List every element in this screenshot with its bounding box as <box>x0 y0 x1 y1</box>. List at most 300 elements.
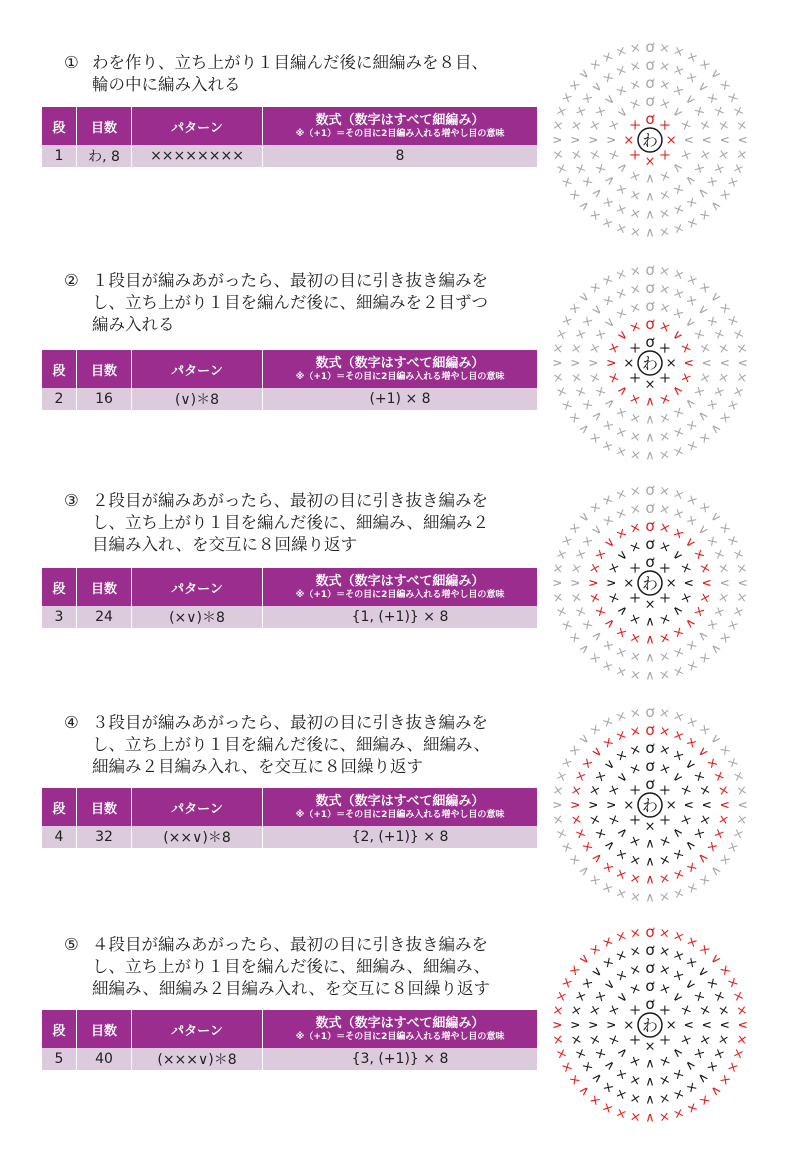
single-crochet-icon: × <box>676 340 695 357</box>
single-crochet-icon: × <box>657 519 672 538</box>
single-crochet-icon: × <box>669 1064 687 1084</box>
single-crochet-icon: × <box>578 312 598 331</box>
single-crochet-icon: × <box>591 382 611 400</box>
single-crochet-icon: × <box>586 147 605 162</box>
single-crochet-icon: × <box>723 616 742 634</box>
single-crochet-icon: × <box>670 884 686 902</box>
single-crochet-icon: × <box>599 415 618 435</box>
increase-stitch-icon: ∨ <box>681 1020 696 1030</box>
header-formula-note: ※（+1）＝その目に2目編み入れる増やし目の意味 <box>295 590 505 600</box>
formula-cell: {2, (+1)} × 8 <box>263 826 538 848</box>
stitch-diagram-5 <box>545 920 755 1130</box>
single-crochet-icon: × <box>613 642 630 661</box>
header-formula-col <box>263 788 538 826</box>
increase-stitch-icon: ∨ <box>575 419 594 438</box>
single-crochet-icon: × <box>613 199 630 218</box>
increase-stitch-icon: ∨ <box>645 854 655 869</box>
single-crochet-icon: × <box>656 538 673 557</box>
single-crochet-icon: × <box>586 118 605 133</box>
single-crochet-icon: × <box>683 491 701 510</box>
single-crochet-icon: × <box>695 1032 714 1047</box>
single-crochet-icon: × <box>715 519 735 538</box>
step-1-marker: ① <box>64 53 79 72</box>
chain-stitch-icon: ơ <box>645 517 655 535</box>
increase-stitch-icon: ∨ <box>681 756 699 774</box>
chain-stitch-icon: ơ <box>645 703 655 721</box>
increase-stitch-icon: ∨ <box>550 135 565 145</box>
increase-stitch-icon: ∨ <box>645 890 655 905</box>
single-crochet-icon: × <box>613 402 631 422</box>
single-crochet-icon: × <box>695 341 714 356</box>
table-row <box>42 145 537 167</box>
single-crochet-icon: × <box>578 754 598 773</box>
single-crochet-icon: × <box>715 299 735 318</box>
pattern-cell: (×××∨)＊8 <box>132 1048 263 1070</box>
single-crochet-icon: × <box>627 95 644 114</box>
single-crochet-icon: × <box>599 878 617 897</box>
single-crochet-icon: × <box>657 299 672 318</box>
single-crochet-icon: × <box>599 635 618 655</box>
increase-stitch-icon: ∨ <box>645 448 655 463</box>
single-crochet-icon: × <box>709 326 728 343</box>
single-crochet-icon: × <box>605 782 624 799</box>
single-crochet-icon: × <box>626 559 645 578</box>
header-formula-label: 数式（数字はすべて細編み） <box>315 113 485 128</box>
single-crochet-icon: × <box>689 103 709 121</box>
single-crochet-icon: × <box>657 666 672 683</box>
single-crochet-icon: × <box>657 961 672 980</box>
single-crochet-icon: × <box>733 562 750 576</box>
single-crochet-icon: × <box>627 831 644 850</box>
single-crochet-icon: × <box>670 864 687 883</box>
chain-stitch-icon: ơ <box>645 92 655 110</box>
single-crochet-icon: × <box>715 741 735 760</box>
increase-stitch-icon: ∨ <box>706 508 725 527</box>
single-crochet-icon: × <box>626 781 645 800</box>
single-crochet-icon: × <box>714 1032 732 1047</box>
single-crochet-icon: × <box>689 602 709 620</box>
single-crochet-icon: × <box>568 118 586 133</box>
increase-stitch-icon: ∨ <box>706 639 725 658</box>
table-row <box>42 826 537 848</box>
single-crochet-icon: × <box>655 339 674 358</box>
chain-stitch-icon: ơ <box>645 739 655 757</box>
single-crochet-icon: × <box>578 395 598 414</box>
single-crochet-icon: × <box>644 153 656 168</box>
table-row <box>42 388 537 410</box>
single-crochet-icon: × <box>568 590 586 605</box>
single-crochet-icon: × <box>553 988 571 1004</box>
count-cell: 32 <box>77 826 132 848</box>
increase-stitch-icon: ∨ <box>645 632 655 647</box>
single-crochet-icon: × <box>676 369 695 386</box>
single-crochet-icon: × <box>578 1057 598 1076</box>
single-crochet-icon: × <box>714 590 732 605</box>
single-crochet-icon: × <box>628 850 643 869</box>
single-crochet-icon: × <box>670 62 687 81</box>
step-2-line-1: １段目が編みあがったら、最初の目に引き抜き編みを <box>92 271 488 290</box>
single-crochet-icon: × <box>627 760 644 779</box>
increase-stitch-icon: ∨ <box>550 800 565 810</box>
count-cell: 24 <box>77 606 132 628</box>
single-crochet-icon: × <box>553 103 571 119</box>
chain-stitch-icon: ơ <box>645 481 655 499</box>
step-1-line-1: わを作り、立ち上がり１目編んだ後に細編みを８目、 <box>92 53 488 72</box>
single-crochet-icon: × <box>695 940 714 960</box>
increase-stitch-icon: ∨ <box>604 800 619 810</box>
single-crochet-icon: × <box>695 561 714 576</box>
increase-stitch-icon: ∨ <box>568 135 583 145</box>
increase-stitch-icon: ∨ <box>668 158 686 176</box>
single-crochet-icon: × <box>553 1046 571 1062</box>
chain-stitch-icon: ơ <box>645 553 655 571</box>
single-crochet-icon: × <box>613 727 630 746</box>
increase-stitch-icon: ∨ <box>694 743 712 762</box>
single-crochet-icon: × <box>568 1032 586 1047</box>
step-3-line-1: ２段目が編みあがったら、最初の目に引き抜き編みを <box>92 491 488 510</box>
single-crochet-icon: × <box>715 185 735 204</box>
single-crochet-icon: × <box>622 1019 637 1031</box>
single-crochet-icon: × <box>586 341 605 356</box>
single-crochet-icon: × <box>599 291 618 311</box>
single-crochet-icon: × <box>729 326 747 342</box>
single-crochet-icon: × <box>676 589 695 606</box>
single-crochet-icon: × <box>669 524 687 544</box>
single-crochet-icon: × <box>628 723 643 741</box>
single-crochet-icon: × <box>558 312 577 330</box>
header-formula-col <box>263 107 538 145</box>
increase-stitch-icon: ∨ <box>575 65 594 84</box>
single-crochet-icon: × <box>605 1031 624 1048</box>
single-crochet-icon: × <box>663 799 678 811</box>
single-crochet-icon: × <box>729 161 747 177</box>
increase-stitch-icon: ∨ <box>693 1068 712 1087</box>
increase-stitch-icon: ∨ <box>668 104 686 122</box>
single-crochet-icon: × <box>614 442 630 460</box>
header-count-col: 目数 <box>77 1010 132 1048</box>
single-crochet-icon: × <box>644 818 656 833</box>
single-crochet-icon: × <box>572 326 591 343</box>
single-crochet-icon: × <box>613 486 629 504</box>
increase-stitch-icon: ∨ <box>601 836 619 854</box>
single-crochet-icon: × <box>614 662 630 680</box>
increase-stitch-icon: ∨ <box>681 578 696 588</box>
single-crochet-icon: × <box>628 705 643 722</box>
single-crochet-icon: × <box>628 741 643 760</box>
single-crochet-icon: × <box>689 326 709 344</box>
single-crochet-icon: × <box>702 312 722 331</box>
increase-stitch-icon: ∨ <box>681 358 696 368</box>
increase-stitch-icon: ∨ <box>601 614 619 632</box>
single-crochet-icon: × <box>714 147 732 162</box>
single-crochet-icon: × <box>627 318 644 337</box>
chain-stitch-icon: ơ <box>645 923 655 941</box>
single-crochet-icon: × <box>614 1104 630 1122</box>
single-crochet-icon: × <box>565 76 585 95</box>
single-crochet-icon: × <box>605 560 624 577</box>
single-crochet-icon: × <box>655 559 674 578</box>
single-crochet-icon: × <box>657 223 672 240</box>
table-row <box>42 1048 537 1070</box>
increase-stitch-icon: ∨ <box>568 800 583 810</box>
step-4-line-3: 細編み２目編み入れ、を交互に８回繰り返す <box>92 757 423 776</box>
header-row-col: 段 <box>42 1010 77 1048</box>
single-crochet-icon: × <box>628 446 643 463</box>
increase-stitch-icon: ∨ <box>694 78 712 97</box>
single-crochet-icon: × <box>578 974 598 993</box>
single-crochet-icon: × <box>626 810 645 829</box>
single-crochet-icon: × <box>695 590 714 605</box>
increase-stitch-icon: ∨ <box>735 135 750 145</box>
increase-stitch-icon: ∨ <box>645 650 655 665</box>
single-crochet-icon: × <box>599 953 618 973</box>
increase-stitch-icon: ∨ <box>601 756 619 774</box>
increase-stitch-icon: ∨ <box>645 836 655 851</box>
formula-cell: (+1) × 8 <box>263 388 538 410</box>
increase-stitch-icon: ∨ <box>575 861 594 880</box>
single-crochet-icon: × <box>558 838 577 856</box>
increase-stitch-icon: ∨ <box>706 730 725 749</box>
single-crochet-icon: × <box>655 781 674 800</box>
single-crochet-icon: × <box>591 159 611 177</box>
single-crochet-icon: × <box>695 278 714 298</box>
single-crochet-icon: × <box>591 103 611 121</box>
single-crochet-icon: × <box>622 134 637 146</box>
single-crochet-icon: × <box>657 76 672 95</box>
single-crochet-icon: × <box>657 40 672 57</box>
single-crochet-icon: × <box>709 160 728 177</box>
single-crochet-icon: × <box>578 89 598 108</box>
single-crochet-icon: × <box>715 408 735 427</box>
single-crochet-icon: × <box>628 223 643 240</box>
single-crochet-icon: × <box>715 1070 735 1089</box>
single-crochet-icon: × <box>714 783 732 798</box>
increase-stitch-icon: ∨ <box>645 668 655 683</box>
single-crochet-icon: × <box>729 604 747 620</box>
increase-stitch-icon: ∨ <box>717 135 732 145</box>
increase-stitch-icon: ∨ <box>668 381 686 399</box>
step-3-table <box>42 568 537 628</box>
stitch-diagram-1 <box>545 35 755 245</box>
single-crochet-icon: × <box>627 166 644 185</box>
increase-stitch-icon: ∨ <box>668 1043 686 1061</box>
single-crochet-icon: × <box>586 870 605 889</box>
single-crochet-icon: × <box>553 326 571 342</box>
table-header-row <box>42 568 537 606</box>
chain-stitch-icon: ơ <box>645 995 655 1013</box>
single-crochet-icon: × <box>676 782 695 799</box>
increase-stitch-icon: ∨ <box>588 963 606 982</box>
single-crochet-icon: × <box>702 837 722 856</box>
header-formula-label: 数式（数字はすべて細編み） <box>315 794 485 809</box>
single-crochet-icon: × <box>568 561 586 576</box>
formula-cell: 8 <box>263 145 538 167</box>
header-count-col: 目数 <box>77 568 132 606</box>
single-crochet-icon: × <box>655 810 674 829</box>
formula-cell: {1, (+1)} × 8 <box>263 606 538 628</box>
increase-stitch-icon: ∨ <box>681 394 699 412</box>
increase-stitch-icon: ∨ <box>645 1110 655 1125</box>
increase-stitch-icon: ∨ <box>614 158 632 176</box>
single-crochet-icon: × <box>702 395 722 414</box>
header-pattern-col: パターン <box>132 350 263 388</box>
increase-stitch-icon: ∨ <box>645 394 655 409</box>
single-crochet-icon: × <box>586 648 605 667</box>
increase-stitch-icon: ∨ <box>645 1056 655 1071</box>
increase-stitch-icon: ∨ <box>645 1074 655 1089</box>
single-crochet-icon: × <box>568 370 586 385</box>
single-crochet-icon: × <box>628 943 643 961</box>
single-crochet-icon: × <box>689 1044 709 1062</box>
increase-stitch-icon: ∨ <box>681 1056 699 1074</box>
single-crochet-icon: × <box>613 966 631 986</box>
single-crochet-icon: × <box>586 55 605 75</box>
single-crochet-icon: × <box>599 933 617 952</box>
single-crochet-icon: × <box>669 966 687 986</box>
single-crochet-icon: × <box>578 615 598 634</box>
increase-stitch-icon: ∨ <box>717 358 732 368</box>
increase-stitch-icon: ∨ <box>575 508 594 527</box>
single-crochet-icon: × <box>695 870 714 889</box>
single-crochet-icon: × <box>714 341 732 356</box>
single-crochet-icon: × <box>628 204 643 222</box>
single-crochet-icon: × <box>553 546 571 562</box>
single-crochet-icon: × <box>586 1032 605 1047</box>
single-crochet-icon: × <box>613 43 629 61</box>
single-crochet-icon: × <box>628 58 643 76</box>
increase-stitch-icon: ∨ <box>645 1092 655 1107</box>
increase-stitch-icon: ∨ <box>586 358 601 368</box>
increase-stitch-icon: ∨ <box>604 578 619 588</box>
header-pattern-col: パターン <box>132 568 263 606</box>
increase-stitch-icon: ∨ <box>717 1020 732 1030</box>
single-crochet-icon: × <box>709 546 728 563</box>
single-crochet-icon: × <box>628 501 643 519</box>
single-crochet-icon: × <box>656 95 673 114</box>
single-crochet-icon: × <box>671 928 687 946</box>
single-crochet-icon: × <box>628 519 643 538</box>
single-crochet-icon: × <box>599 213 617 232</box>
increase-stitch-icon: ∨ <box>681 614 699 632</box>
single-crochet-icon: × <box>682 857 701 877</box>
increase-stitch-icon: ∨ <box>601 314 619 332</box>
single-crochet-icon: × <box>671 43 687 61</box>
single-crochet-icon: × <box>714 561 732 576</box>
single-crochet-icon: × <box>669 179 687 199</box>
single-crochet-icon: × <box>568 147 586 162</box>
single-crochet-icon: × <box>605 811 624 828</box>
increase-stitch-icon: ∨ <box>645 872 655 887</box>
single-crochet-icon: × <box>626 339 645 358</box>
header-formula-label: 数式（数字はすべて細編み） <box>315 574 485 589</box>
pattern-cell: (×∨)＊8 <box>132 606 263 628</box>
single-crochet-icon: × <box>605 117 624 134</box>
single-crochet-icon: × <box>627 980 644 999</box>
step-2-line-3: 編み入れる <box>92 315 175 334</box>
step-4-line-2: し、立ち上がり１目を編んだ後に、細編み、細編み、 <box>92 735 490 754</box>
single-crochet-icon: × <box>558 396 577 414</box>
single-crochet-icon: × <box>657 943 672 961</box>
increase-stitch-icon: ∨ <box>601 394 619 412</box>
single-crochet-icon: × <box>683 933 701 952</box>
increase-stitch-icon: ∨ <box>575 730 594 749</box>
single-crochet-icon: × <box>682 415 701 435</box>
increase-stitch-icon: ∨ <box>550 578 565 588</box>
single-crochet-icon: × <box>572 825 591 842</box>
single-crochet-icon: × <box>670 1084 687 1103</box>
single-crochet-icon: × <box>733 119 750 133</box>
single-crochet-icon: × <box>669 402 687 422</box>
single-crochet-icon: × <box>657 1108 672 1125</box>
increase-stitch-icon: ∨ <box>699 578 714 588</box>
single-crochet-icon: × <box>670 727 687 746</box>
single-crochet-icon: × <box>683 656 701 675</box>
row-cell: 1 <box>42 145 77 167</box>
single-crochet-icon: × <box>628 263 643 280</box>
single-crochet-icon: × <box>599 68 618 88</box>
single-crochet-icon: × <box>657 58 672 76</box>
single-crochet-icon: × <box>723 1058 742 1076</box>
single-crochet-icon: × <box>689 382 709 400</box>
increase-stitch-icon: ∨ <box>601 976 619 994</box>
single-crochet-icon: × <box>599 713 617 732</box>
increase-stitch-icon: ∨ <box>681 800 696 810</box>
increase-stitch-icon: ∨ <box>645 207 655 222</box>
single-crochet-icon: × <box>644 596 656 611</box>
increase-stitch-icon: ∨ <box>645 225 655 240</box>
single-crochet-icon: × <box>550 370 567 385</box>
header-formula-note: ※（+1）＝その目に2目編み入れる増やし目の意味 <box>295 810 505 820</box>
stitch-diagram-4 <box>545 700 755 910</box>
single-crochet-icon: × <box>613 864 630 883</box>
increase-stitch-icon: ∨ <box>588 301 606 320</box>
single-crochet-icon: × <box>644 1038 656 1053</box>
single-crochet-icon: × <box>613 524 631 544</box>
single-crochet-icon: × <box>605 369 624 386</box>
single-crochet-icon: × <box>670 505 687 524</box>
single-crochet-icon: × <box>655 1030 674 1049</box>
single-crochet-icon: × <box>627 609 644 628</box>
pattern-cell: (××∨)＊8 <box>132 826 263 848</box>
chain-stitch-icon: ơ <box>645 315 655 333</box>
single-crochet-icon: × <box>605 340 624 357</box>
count-cell: 40 <box>77 1048 132 1070</box>
increase-stitch-icon: ∨ <box>681 836 699 854</box>
increase-stitch-icon: ∨ <box>693 406 712 425</box>
single-crochet-icon: × <box>715 628 735 647</box>
step-1-table <box>42 107 537 167</box>
single-crochet-icon: × <box>657 185 672 204</box>
single-crochet-icon: × <box>628 1070 643 1089</box>
single-crochet-icon: × <box>723 89 742 107</box>
single-crochet-icon: × <box>614 219 630 237</box>
single-crochet-icon: × <box>599 436 617 455</box>
single-crochet-icon: × <box>702 532 722 551</box>
single-crochet-icon: × <box>682 511 701 531</box>
table-header-row <box>42 107 537 145</box>
single-crochet-icon: × <box>670 285 687 304</box>
increase-stitch-icon: ∨ <box>604 1020 619 1030</box>
increase-stitch-icon: ∨ <box>706 1081 725 1100</box>
increase-stitch-icon: ∨ <box>706 65 725 84</box>
table-row <box>42 606 537 628</box>
increase-stitch-icon: ∨ <box>681 91 699 109</box>
single-crochet-icon: × <box>565 961 585 980</box>
single-crochet-icon: × <box>656 831 673 850</box>
step-5-line-1: ４段目が編みあがったら、最初の目に引き抜き編みを <box>92 935 488 954</box>
single-crochet-icon: × <box>709 1045 728 1062</box>
single-crochet-icon: × <box>591 824 611 842</box>
